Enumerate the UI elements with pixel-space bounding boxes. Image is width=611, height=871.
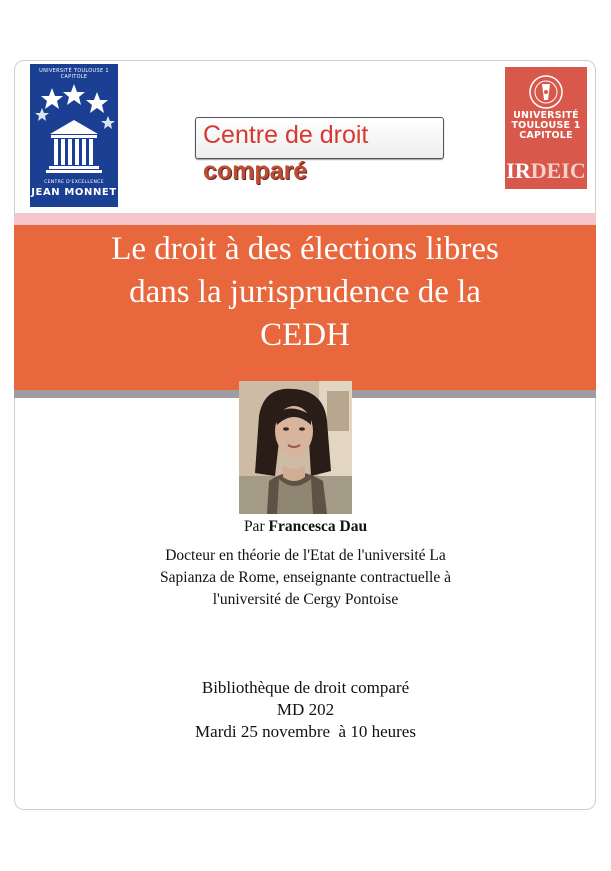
irdeic-ir: IR [506,158,531,183]
logo-left-top-text [30,68,118,80]
centre-title-line1: Centre de droit [203,121,369,149]
logo-left-bottom-line1: CENTRE D'EXCELLENCE [44,180,104,185]
speaker-prefix: Par [243,518,269,535]
jean-monnet-logo [30,64,118,207]
title-line2: dans la jurisprudence de la [129,274,481,310]
logo-left-bottom-line2: JEAN MONNET [31,187,117,198]
irdeic-deic: DEIC [530,158,586,183]
title-line1: Le droit à des élections libres [111,231,499,267]
speaker-name: Francesca Dau [268,518,368,535]
title-line3: CEDH [260,317,350,353]
centre-title-line2: comparé [203,157,308,185]
pink-band [14,213,596,225]
event-room: MD 202 [276,700,335,719]
logo-left-top-line1: UNIVERSITÉ TOULOUSE 1 [39,68,109,74]
ut1-text [505,111,587,141]
speaker-line [0,518,611,536]
event-place: Bibliothèque de droit comparé [201,678,410,697]
event-details [0,677,611,743]
irdeic-logo [505,157,587,185]
speaker-description [0,545,611,611]
ut1-line2: TOULOUSE 1 [511,120,581,131]
speaker-photo [239,381,352,514]
ut1-line1: UNIVERSITÉ [513,110,579,121]
speaker-desc-line1: Docteur en théorie de l'Etat de l'université La [165,547,446,564]
conference-title [14,228,596,357]
ut1-line3: CAPITOLE [519,130,573,141]
event-date: Mardi 25 novembre à 10 heures [195,722,416,741]
university-seal-icon [526,74,566,110]
logo-left-top-line2: CAPITOLE [60,74,88,80]
logo-left-bottom-text [30,180,118,198]
stars-temple-icon [30,82,118,178]
speaker-desc-line3: l'université de Cergy Pontoise [212,591,399,608]
speaker-desc-line2: Sapianza de Rome, enseignante contractuelle à [160,569,451,586]
